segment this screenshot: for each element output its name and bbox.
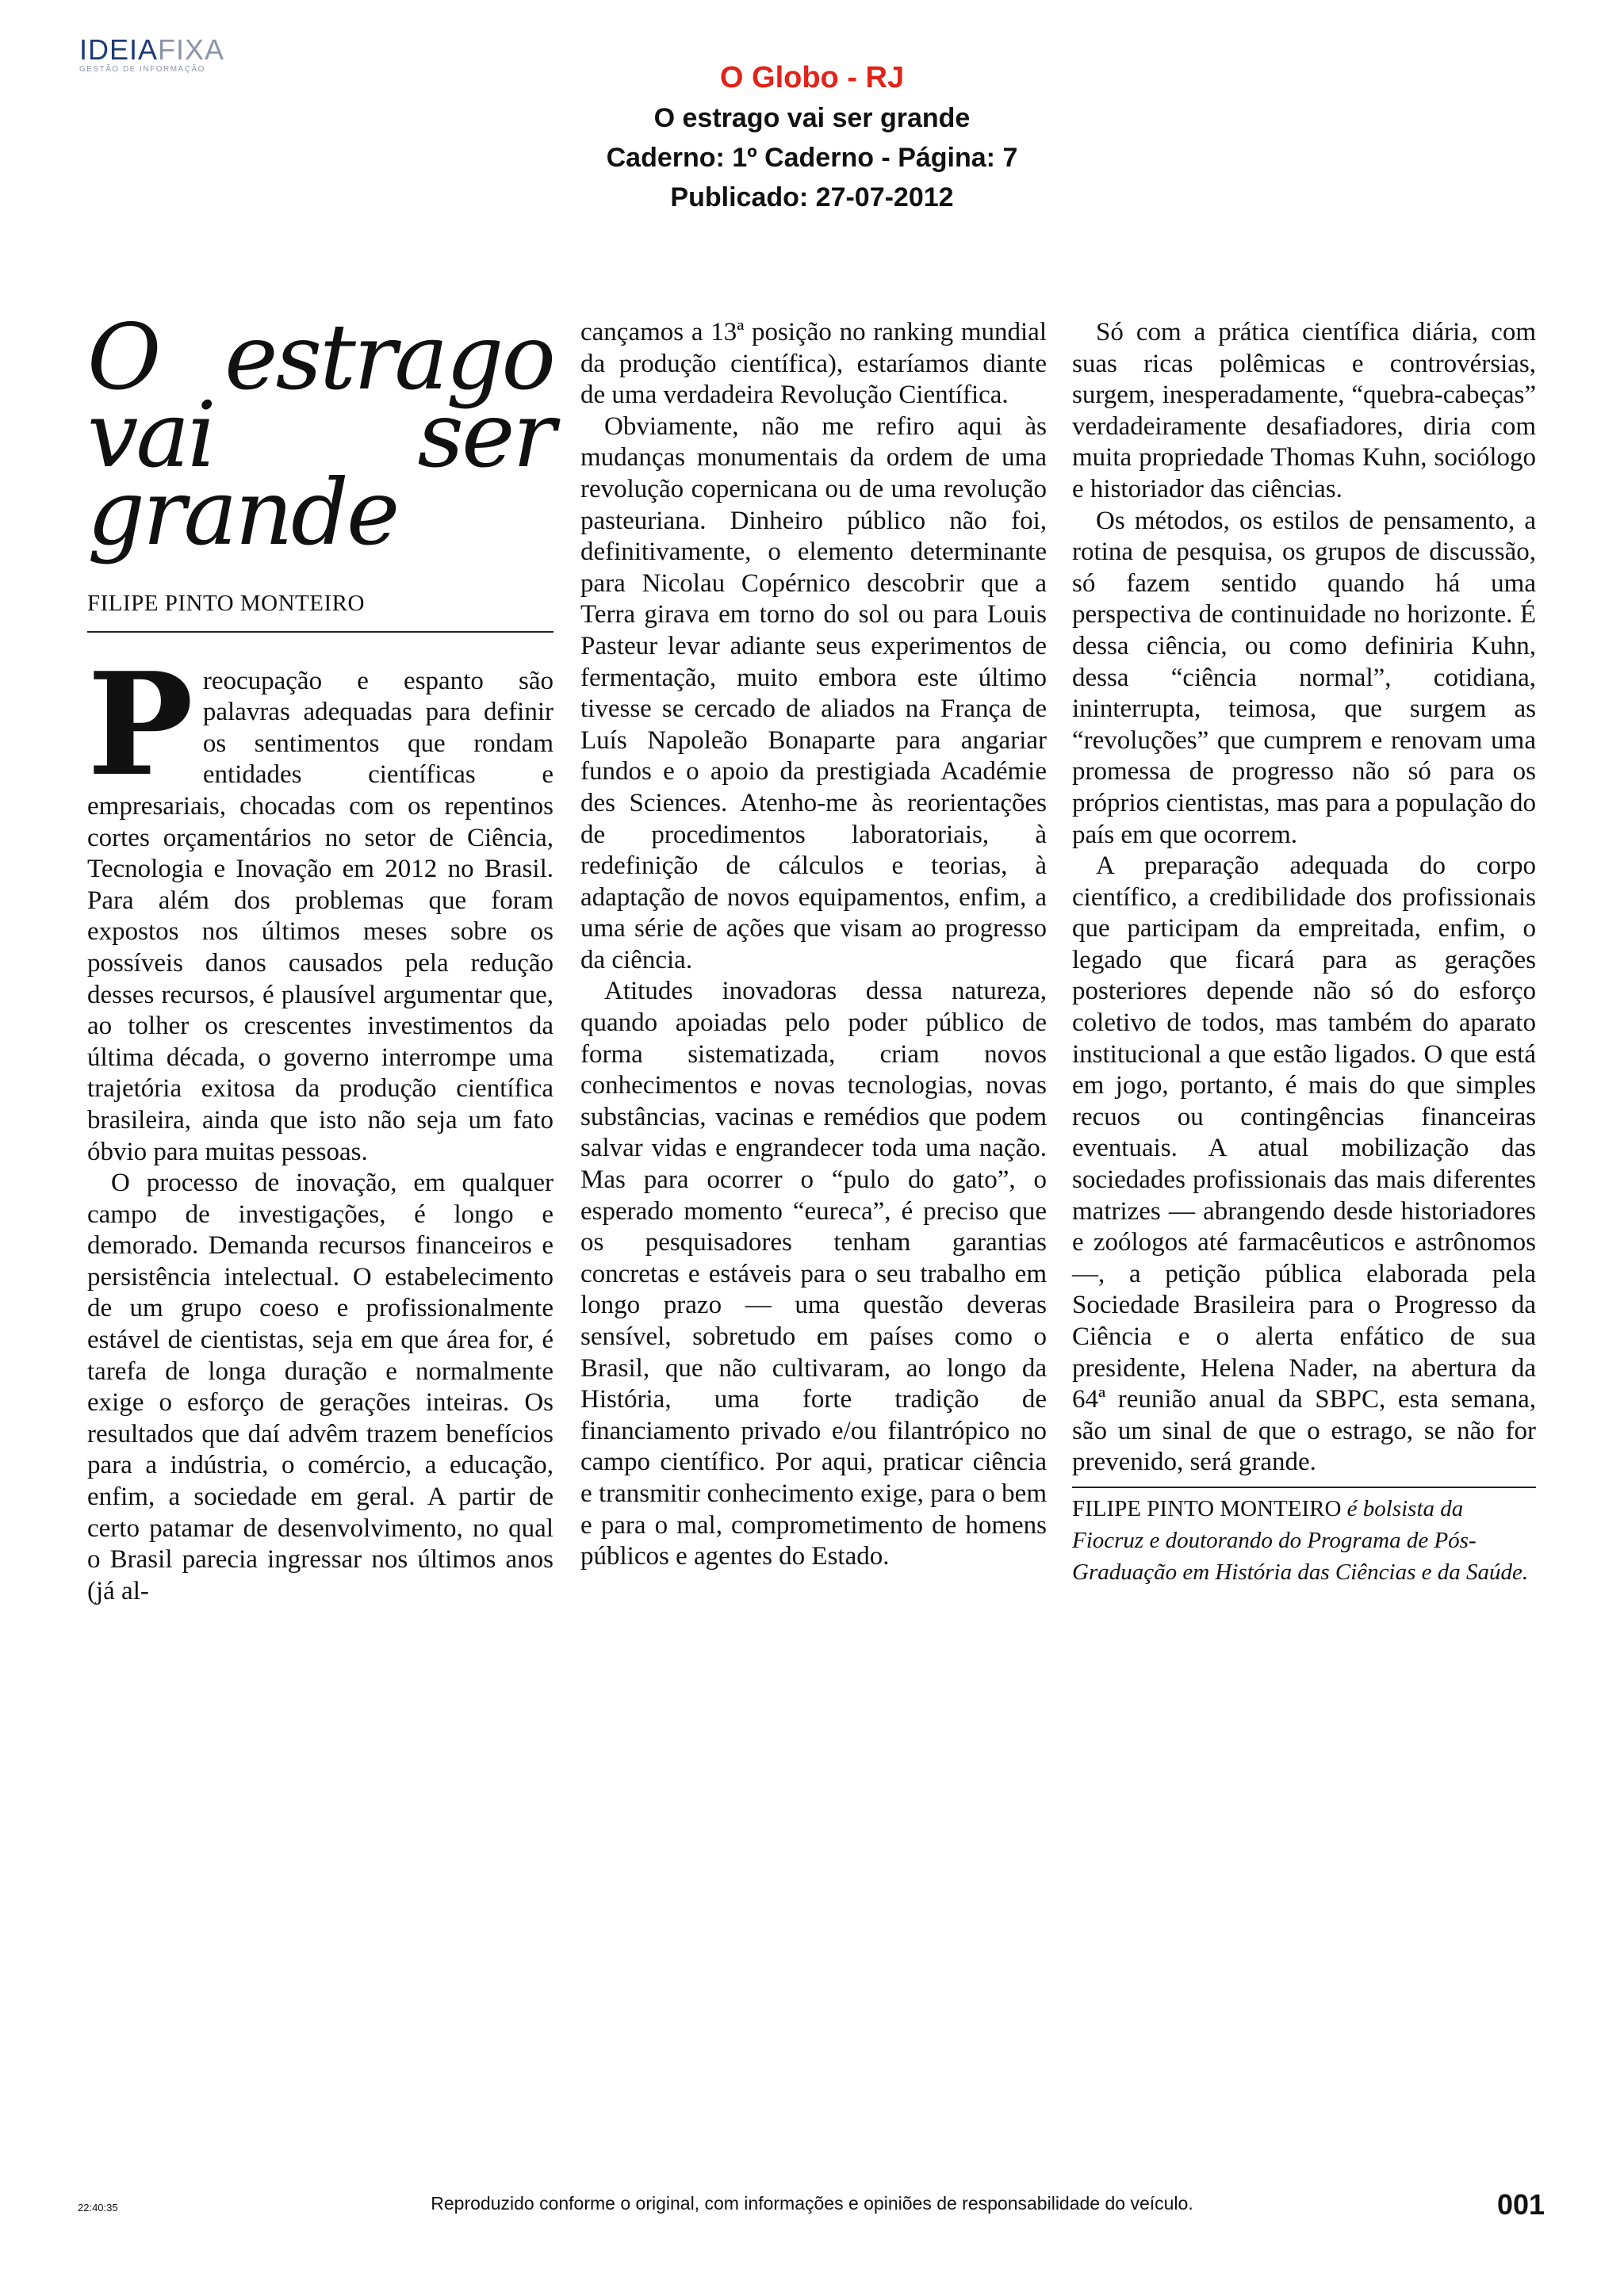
footer-disclaimer: Reproduzido conforme o original, com informações e opiniões de responsabilidade do veículo. [431, 2193, 1193, 2214]
paragraph-text: reocupação e espanto são palavras adequadas para definir os sentimentos que rondam entidades científicas e empresariais, chocadas com os repentinos cortes orçamentários no setor de Ciência, Tecnologia e Inovação em 2012 no Brasil. Para além dos problemas que foram expostos nos últimos meses sobre os possíveis danos causados pela redução desses recursos, é plausível argumentar que, ao tolher os crescentes investimentos da última década, o governo interrompe uma trajetória exitosa da produção científica brasileira, ainda que isto não seja um fato óbvio para muitas pessoas. [87, 666, 553, 1166]
author-bio [1072, 1487, 1536, 1588]
bio-author-name: FILIPE PINTO MONTEIRO [1072, 1495, 1342, 1521]
bio-text: é bolsista da Fiocruz e doutorando do Programa de Pós-Graduação em História das Ciências e da Saúde. [1072, 1495, 1529, 1585]
article-paragraph: Os métodos, os estilos de pensamento, a rotina de pesquisa, os grupos de discussão, só fazem sentido quando há uma perspectiva de continuidade no horizonte. É dessa ciência, ou como definiria Kuhn, dessa “ciência normal”, cotidiana, ininterrupta, teimosa, que surgem as “revoluções” que cumprem e renovam uma promessa de progresso não só para os próprios cientistas, mas para a população do país em que ocorrem. [1072, 506, 1536, 849]
article-paragraph: O processo de inovação, em qualquer campo de investigações, é longo e demorado. Demanda recursos financeiros e persistência intelectual. O estabelecimento de um grupo coeso e profissionalmente estável de cientistas, seja em que área for, é tarefa de longa duração e normalmente exige o esforço de gerações inteiras. Os resultados que daí advêm trazem benefícios para a indústria, o comércio, a educação, enfim, a sociedade em geral. A partir de certo patamar de desenvolvimento, no qual o Brasil parecia ingressar nos últimos anos (já al- [87, 1169, 553, 1605]
footer-timestamp: 22:40:35 [78, 2202, 118, 2214]
article-column-3 [1072, 317, 1536, 1588]
article-paragraph: Só com a prática científica diária, com suas ricas polêmicas e controvérsias, surgem, inesperadamente, “quebra-cabeças” verdadeiramente desafiadores, diria com muita propriedade Thomas Kuhn, sociólogo e historiador das ciências. [1072, 318, 1536, 503]
section-info: Caderno: 1º Caderno - Página: 7 [606, 143, 1018, 173]
article-column-2 [580, 317, 1047, 1573]
page-number: 001 [1497, 2188, 1545, 2221]
article [0, 304, 1624, 1744]
article-paragraph: cançamos a 13ª posição no ranking mundial da produção científica), estaríamos diante de uma verdadeira Revolução Científica. [580, 318, 1047, 410]
dropcap: P [87, 641, 193, 807]
article-byline: FILIPE PINTO MONTEIRO [87, 588, 553, 633]
source-title: O Globo - RJ [719, 61, 905, 94]
article-paragraph [87, 641, 553, 1169]
publish-date: Publicado: 27-07-2012 [670, 182, 954, 212]
logo-part2: FIXA [158, 33, 225, 66]
clipping-header [0, 57, 1624, 217]
article-headline: O estrago vai ser grande [87, 304, 553, 565]
clipping-title: O estrago vai ser grande [653, 103, 971, 133]
logo-tagline: GESTÃO DE INFORMAÇÃO [79, 65, 205, 74]
logo-part1: IDEIA [79, 33, 159, 66]
article-paragraph: Obviamente, não me refiro aqui às mudanças monumentais da ordem de uma revolução copernicana ou de uma revolução pasteuriana. Dinheiro público não foi, definitivamente, o elemento determinante para Nicolau Copérnico descobrir que a Terra girava em torno do sol ou para Louis Pasteur levar adiante seus experimentos de fermentação, muito embora este último tivesse se cercado de aliados na França de Luís Napoleão Bonaparte para angariar fundos e o apoio da prestigiada Académie des Sciences. Atenho-me às reorientações de procedimentos laboratoriais, à redefinição de cálculos e teorias, à adaptação de novos equipamentos, enfim, a uma série de ações que visam ao progresso da ciência. [580, 411, 1047, 974]
article-column-1 [87, 304, 553, 1607]
article-paragraph: Atitudes inovadoras dessa natureza, quando apoiadas pelo poder público de forma sistematizada, criam novos conhecimentos e novas tecnologias, novas substâncias, vacinas e remédios que podem salvar vidas e engrandecer toda uma nação. Mas para ocorrer o “pulo do gato”, o esperado momento “eureca”, é preciso que os pesquisadores tenham garantias concretas e estáveis para o seu trabalho em longo prazo — uma questão deveras sensível, sobretudo em países como o Brasil, que não cultivaram, ao longo da História, uma forte tradição de financiamento privado e/ou filantrópico no campo científico. Por aqui, praticar ciência e transmitir conhecimento exige, para o bem e para o mal, comprometimento de homens públicos e agentes do Estado. [580, 977, 1047, 1571]
article-paragraph: A preparação adequada do corpo científico, a credibilidade dos profissionais que participam da empreitada, enfim, o legado que ficará para as gerações posteriores depende não só do esforço coletivo de todos, mas também do aparato institucional a que estão ligados. O que está em jogo, portanto, é mais do que simples recuos ou contingências financeiras eventuais. A atual mobilização das sociedades profissionais das mais diferentes matrizes — abrangendo desde historiadores e zoólogos até farmacêuticos e astrônomos —, a petição pública elaborada pela Sociedade Brasileira para o Progresso da Ciência e o alerta enfático de sua presidente, Helena Nader, na abertura da 64ª reunião anual da SBPC, esta semana, são um sinal de que o estrago, se não for prevenido, será grande. [1072, 851, 1536, 1477]
